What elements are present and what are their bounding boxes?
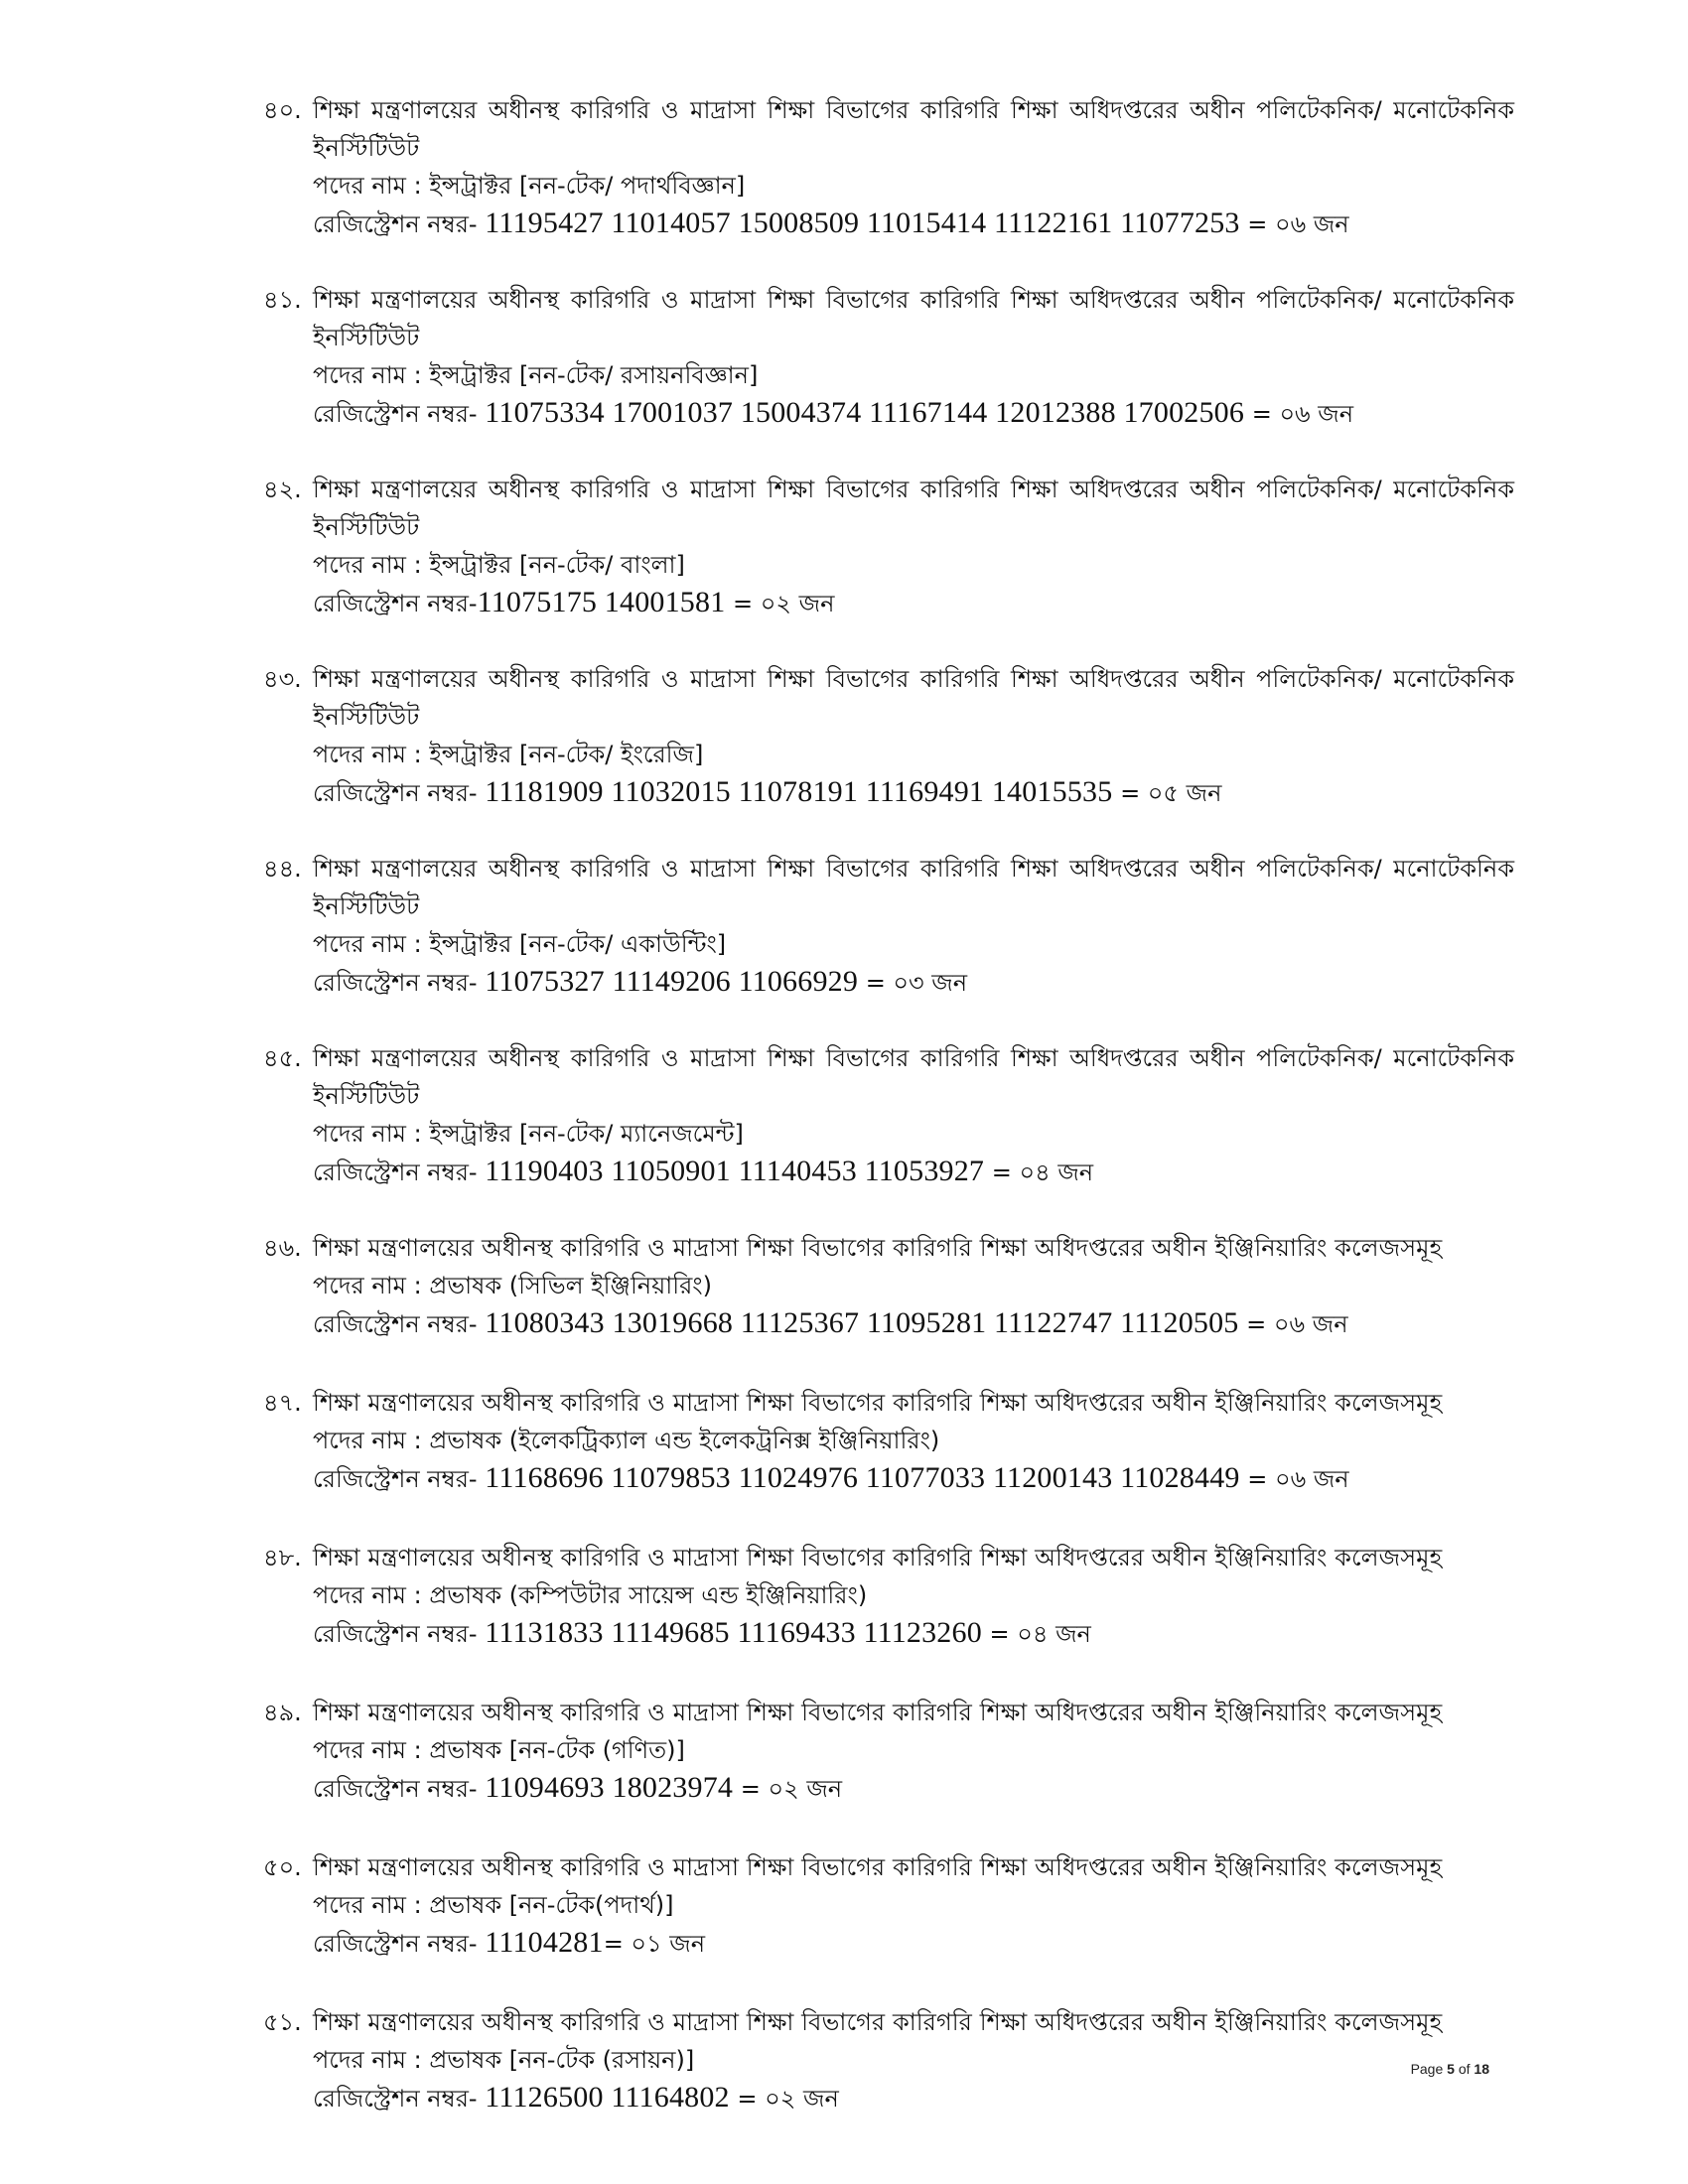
- candidate-count: = ০৬ জন: [1244, 400, 1354, 428]
- registration-label: রেজিস্ট্রেশন নম্বর-: [313, 2085, 478, 2113]
- registration-line: [313, 1769, 1514, 1808]
- page-label: Page: [1410, 2061, 1448, 2077]
- registration-numbers: 11126500 11164802: [477, 2081, 730, 2114]
- post-name: পদের নাম : ইন্সট্রাক্টর [নন-টেক/ ম্যানেজমেন্ট]: [313, 1120, 744, 1148]
- post-name: পদের নাম : ইন্সট্রাক্টর [নন-টেক/ রসায়নবিজ্ঞান]: [313, 361, 759, 389]
- registration-label: রেজিস্ট্রেশন নম্বর-: [313, 210, 478, 238]
- list-item: [263, 660, 1514, 812]
- registration-line: [313, 1614, 1514, 1653]
- ministry-text: শিক্ষা মন্ত্রণালয়ের অধীনস্থ কারিগরি ও মাদ্রাসা শিক্ষা বিভাগের কারিগরি শিক্ষা অধিদপ্তরের অধীন পলিটেকনিক/ মনোটেকনিক ইনস্টিটিউট: [313, 476, 1514, 541]
- ministry-text: শিক্ষা মন্ত্রণালয়ের অধীনস্থ কারিগরি ও মাদ্রাসা শিক্ষা বিভাগের কারিগরি শিক্ষা অধিদপ্তরের অধীন ইঞ্জিনিয়ারিং কলেজসমূহ: [313, 1853, 1443, 1881]
- registration-label: রেজিস্ট্রেশন নম্বর-: [313, 1775, 478, 1803]
- registration-label: রেজিস্ট্রেশন নম্বর-: [313, 1620, 478, 1648]
- registration-numbers: 11075327 11149206 11066929: [477, 965, 859, 998]
- ministry-text: শিক্ষা মন্ত্রণালয়ের অধীনস্থ কারিগরি ও মাদ্রাসা শিক্ষা বিভাগের কারিগরি শিক্ষা অধিদপ্তরের অধীন ইঞ্জিনিয়ারিং কলেজসমূহ: [313, 1544, 1443, 1571]
- ministry-text: শিক্ষা মন্ত্রণালয়ের অধীনস্থ কারিগরি ও মাদ্রাসা শিক্ষা বিভাগের কারিগরি শিক্ষা অধিদপ্তরের অধীন ইঞ্জিনিয়ারিং কলেজসমূহ: [313, 1699, 1443, 1726]
- registration-numbers: 11131833 11149685 11169433 11123260: [477, 1616, 982, 1649]
- registration-line: [313, 394, 1514, 433]
- ministry-text: শিক্ষা মন্ত্রণালয়ের অধীনস্থ কারিগরি ও মাদ্রাসা শিক্ষা বিভাগের কারিগরি শিক্ষা অধিদপ্তরের অধীন ইঞ্জিনিয়ারিং কলেজসমূহ: [313, 1389, 1443, 1417]
- page-number-footer: [1411, 2061, 1489, 2077]
- registration-label: রেজিস্ট্রেশন নম্বর-: [313, 779, 478, 807]
- entry-number: ৪৩.: [263, 665, 302, 693]
- registration-line: [313, 1304, 1514, 1343]
- registration-label: রেজিস্ট্রেশন নম্বর-: [313, 1159, 478, 1186]
- entry-number: ৪৪.: [263, 855, 302, 883]
- registration-numbers: 11075334 17001037 15004374 11167144 12012388 17002506: [477, 396, 1245, 429]
- registration-label: রেজিস্ট্রেশন নম্বর-: [313, 1465, 478, 1493]
- entry-number: ৪২.: [263, 476, 302, 503]
- list-item: [263, 2003, 1514, 2117]
- candidate-count: = ০৩ জন: [858, 969, 968, 997]
- list-item: [263, 1229, 1514, 1343]
- list-item: [263, 1848, 1514, 1963]
- list-item: [263, 1694, 1514, 1808]
- entry-number: ৪৮.: [263, 1544, 302, 1571]
- list-item: [263, 850, 1514, 1002]
- registration-line: [313, 963, 1514, 1002]
- candidate-count: = ০২ জন: [729, 2085, 839, 2113]
- entry-number: ৪৭.: [263, 1389, 302, 1417]
- registration-numbers: 11080343 13019668 11125367 11095281 11122747 11120505: [477, 1306, 1239, 1339]
- entry-number: ৫০.: [263, 1853, 302, 1881]
- entry-number: ৫১.: [263, 2008, 302, 2036]
- registration-numbers: 11190403 11050901 11140453 11053927: [477, 1155, 985, 1187]
- list-item: [263, 471, 1514, 622]
- entry-number: ৪৯.: [263, 1699, 302, 1726]
- registration-line: [313, 1924, 1514, 1963]
- registration-label: রেজিস্ট্রেশন নম্বর-: [313, 1310, 478, 1338]
- registration-label: রেজিস্ট্রেশন নম্বর-: [313, 1930, 478, 1958]
- list-item: [263, 91, 1514, 243]
- post-name: পদের নাম : ইন্সট্রাক্টর [নন-টেক/ বাংলা]: [313, 551, 685, 579]
- registration-line: [313, 2079, 1514, 2117]
- registration-numbers: 11094693 18023974: [477, 1771, 734, 1804]
- ministry-text: শিক্ষা মন্ত্রণালয়ের অধীনস্থ কারিগরি ও মাদ্রাসা শিক্ষা বিভাগের কারিগরি শিক্ষা অধিদপ্তরের অধীন ইঞ্জিনিয়ারিং কলেজসমূহ: [313, 1234, 1443, 1262]
- registration-label: রেজিস্ট্রেশন নম্বর-: [313, 590, 478, 617]
- candidate-count: = ০৬ জন: [1239, 1465, 1349, 1493]
- post-name: পদের নাম : ইন্সট্রাক্টর [নন-টেক/ একাউন্টিং]: [313, 930, 727, 958]
- registration-numbers: 11181909 11032015 11078191 11169491 14015535: [477, 775, 1113, 808]
- page-of-label: of: [1454, 2061, 1475, 2077]
- registration-line: [313, 773, 1514, 812]
- candidate-count: = ০৬ জন: [1238, 1310, 1348, 1338]
- total-page-count: 18: [1474, 2061, 1489, 2077]
- registration-label: রেজিস্ট্রেশন নম্বর-: [313, 969, 478, 997]
- list-item: [263, 1039, 1514, 1191]
- list-item: [263, 1384, 1514, 1498]
- post-name: পদের নাম : ইন্সট্রাক্টর [নন-টেক/ পদার্থবিজ্ঞান]: [313, 172, 746, 200]
- registration-label: রেজিস্ট্রেশন নম্বর-: [313, 400, 478, 428]
- list-item: [263, 1539, 1514, 1653]
- entry-number: ৪১.: [263, 286, 302, 314]
- registration-line: [313, 584, 1514, 622]
- post-name: পদের নাম : প্রভাষক (ইলেকট্রিক্যাল এন্ড ইলেকট্রনিক্স ইঞ্জিনিয়ারিং): [313, 1427, 940, 1454]
- ministry-text: শিক্ষা মন্ত্রণালয়ের অধীনস্থ কারিগরি ও মাদ্রাসা শিক্ষা বিভাগের কারিগরি শিক্ষা অধিদপ্তরের অধীন পলিটেকনিক/ মনোটেকনিক ইনস্টিটিউট: [313, 96, 1514, 162]
- ministry-text: শিক্ষা মন্ত্রণালয়ের অধীনস্থ কারিগরি ও মাদ্রাসা শিক্ষা বিভাগের কারিগরি শিক্ষা অধিদপ্তরের অধীন পলিটেকনিক/ মনোটেকনিক ইনস্টিটিউট: [313, 1044, 1514, 1110]
- registration-numbers: 11104281: [477, 1926, 604, 1959]
- ministry-text: শিক্ষা মন্ত্রণালয়ের অধীনস্থ কারিগরি ও মাদ্রাসা শিক্ষা বিভাগের কারিগরি শিক্ষা অধিদপ্তরের অধীন পলিটেকনিক/ মনোটেকনিক ইনস্টিটিউট: [313, 855, 1514, 920]
- entry-list: [263, 91, 1514, 2158]
- post-name: পদের নাম : প্রভাষক [নন-টেক (রসায়ন)]: [313, 2046, 695, 2074]
- ministry-text: শিক্ষা মন্ত্রণালয়ের অধীনস্থ কারিগরি ও মাদ্রাসা শিক্ষা বিভাগের কারিগরি শিক্ষা অধিদপ্তরের অধীন পলিটেকনিক/ মনোটেকনিক ইনস্টিটিউট: [313, 665, 1514, 731]
- list-item: [263, 281, 1514, 433]
- ministry-text: শিক্ষা মন্ত্রণালয়ের অধীনস্থ কারিগরি ও মাদ্রাসা শিক্ষা বিভাগের কারিগরি শিক্ষা অধিদপ্তরের অধীন পলিটেকনিক/ মনোটেকনিক ইনস্টিটিউট: [313, 286, 1514, 351]
- entry-number: ৪০.: [263, 96, 302, 124]
- entry-number: ৪৫.: [263, 1044, 302, 1072]
- post-name: পদের নাম : প্রভাষক (সিভিল ইঞ্জিনিয়ারিং): [313, 1272, 712, 1299]
- registration-line: [313, 1153, 1514, 1191]
- candidate-count: = ০৪ জন: [984, 1159, 1094, 1186]
- candidate-count: = ০৬ জন: [1239, 210, 1349, 238]
- registration-line: [313, 205, 1514, 243]
- ministry-text: শিক্ষা মন্ত্রণালয়ের অধীনস্থ কারিগরি ও মাদ্রাসা শিক্ষা বিভাগের কারিগরি শিক্ষা অধিদপ্তরের অধীন ইঞ্জিনিয়ারিং কলেজসমূহ: [313, 2008, 1443, 2036]
- post-name: পদের নাম : প্রভাষক [নন-টেক (গণিত)]: [313, 1736, 685, 1764]
- entry-number: ৪৬.: [263, 1234, 302, 1262]
- candidate-count: = ০২ জন: [725, 590, 835, 617]
- candidate-count: = ০৫ জন: [1112, 779, 1222, 807]
- post-name: পদের নাম : ইন্সট্রাক্টর [নন-টেক/ ইংরেজি]: [313, 741, 704, 768]
- candidate-count: = ০১ জন: [603, 1930, 706, 1958]
- registration-numbers: 11195427 11014057 15008509 11015414 11122161 11077253: [477, 206, 1240, 239]
- registration-line: [313, 1459, 1514, 1498]
- registration-numbers: 11168696 11079853 11024976 11077033 11200143 11028449: [477, 1461, 1240, 1494]
- registration-numbers: 11075175 14001581: [477, 586, 726, 618]
- post-name: পদের নাম : প্রভাষক (কম্পিউটার সায়েন্স এন্ড ইঞ্জিনিয়ারিং): [313, 1581, 868, 1609]
- candidate-count: = ০৪ জন: [981, 1620, 1091, 1648]
- post-name: পদের নাম : প্রভাষক [নন-টেক(পদার্থ)]: [313, 1891, 674, 1919]
- candidate-count: = ০২ জন: [733, 1775, 843, 1803]
- current-page-number: 5: [1447, 2061, 1455, 2077]
